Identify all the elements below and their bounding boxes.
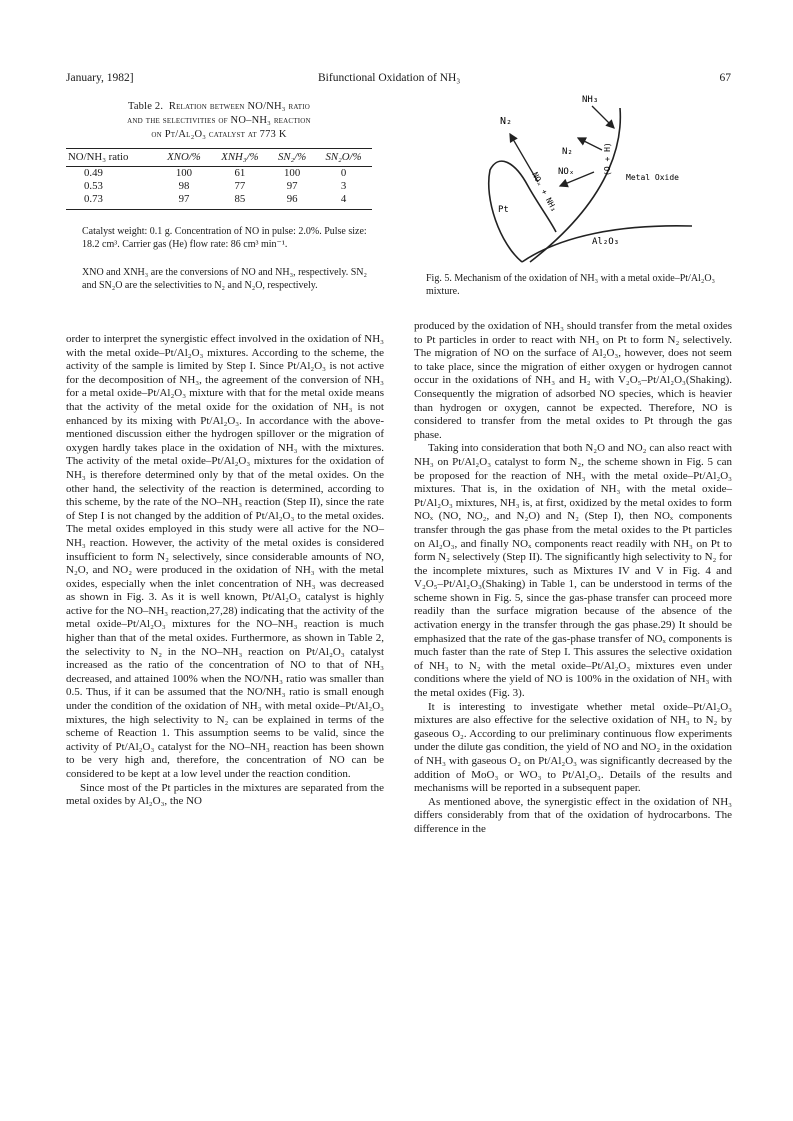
paragraph: It is interesting to investigate whether metal oxide–Pt/Al₂O₃ mixtures are also effective for the selective oxidation of NH₃ to N₂ by gaseous O₂. According to our preliminary continuous flow experiments under the dilute gas condition, the yield of NO and NO₂ in the oxidation of NH₃ with gaseous O₂ on Pt/Al₂O₃ was significantly decreased by the addition of MoO₃ or WO₃ to Pt/Al₂O₃. Details of the results and mechanisms will be reported in a subsequent paper. [414, 700, 732, 795]
table-caption-line3: on Pt/Al₂O₃ catalyst at 773 K [151, 129, 287, 140]
label-al2o3: Al₂O₃ [592, 237, 620, 247]
paragraph: As mentioned above, the synergistic effect in the oxidation of NH₃ differs considerably from that of the oxidation of hydrocarbons. The difference in the [414, 795, 732, 835]
mechanism-figure [470, 94, 710, 266]
body-column-left [66, 333, 384, 809]
label-nh3: NH₃ [582, 95, 599, 105]
arrow-n2-out [578, 138, 602, 150]
label-o-h: (O + H) [603, 142, 612, 176]
table-caption-text: Relation between NO/NH₃ ratio [168, 101, 311, 112]
table-caption [66, 100, 372, 142]
table-cell: 0.53 [84, 180, 103, 192]
table-cell: 100 [175, 167, 193, 179]
label-nox-nh3: NOₓ + NH₃ [530, 170, 559, 214]
paragraph: produced by the oxidation of NH₃ should transfer from the metal oxides to Pt particles in order to react with NH₃ on Pt to form N₂ selectively. The migration of NO on the surface of Al₂O₃, however, does not seem to take place, since the migration of either oxygen or hydrogen cannot occur in the oxidations of NH₃ and H₂ with V₂O₅–Pt/Al₂O₃(Shaking). Consequently the migration of adsorbed NO species, which is heavier than hydrogen or oxygen, cannot be expected. Therefore, NO is considered to transfer from the metal oxides to Pt through the gas phase. [414, 320, 732, 441]
table-header-cell: NO/NH₃ ratio [66, 149, 157, 167]
table-note-conditions: Catalyst weight: 0.1 g. Concentration of NO in pulse: 2.0%. Pulse size: 18.2 cm³. Carrier gas (He) flow rate: 86 cm³ min⁻¹. [82, 226, 367, 250]
figure-caption: Fig. 5. Mechanism of the oxidation of NH₃ with a metal oxide–Pt/Al₂O₃ mixture. [426, 273, 716, 297]
table-cell: 97 [157, 193, 210, 210]
label-pt: Pt [498, 205, 509, 215]
label-n2: N₂ [500, 116, 513, 127]
table-note-definitions: XNO and XNH₃ are the conversions of NO and NH₃, respectively. SN₂ and SN₂O are the selectivities to N₂ and N₂O, respectively. [82, 267, 368, 291]
arrow-nh3-in [592, 106, 614, 128]
table-cell: 0.73 [66, 193, 157, 210]
table-row [66, 193, 372, 210]
table-cell: 100 [284, 167, 301, 179]
body-column-right [414, 320, 732, 837]
table-row [66, 180, 372, 193]
table-cell: 3 [340, 180, 347, 192]
table-cell: 97 [286, 180, 298, 192]
table-cell: 85 [211, 193, 270, 210]
label-n2-mid: N₂ [562, 147, 573, 157]
table-header-row [66, 149, 372, 167]
page-number: 67 [719, 72, 731, 84]
table-header-cell: XNO/% [157, 149, 210, 167]
table-cell: 96 [269, 193, 315, 210]
label-metal-oxide: Metal Oxide [626, 173, 679, 182]
paragraph: order to interpret the synergistic effect involved in the oxidation of NH₃ with the metal oxide–Pt/Al₂O₃ mixtures. According to the scheme, the activity of the sample is limited by Step I. Since Pt/Al₂O₃ is not active for the decomposition of NH₃, the agreement of the conversion of NH₃ for a metal oxide–Pt/Al₂O₃ mixture with that for the metal oxide means that the activity of the metal oxide for the oxidation of NH₃ is not enhanced by its mixing with Pt/Al₂O₃. In accordance with the above-mentioned discussion either the hydrogen spillover or the migration of oxygen hardly takes place in the oxidation of NH₃ with the mixtures. The activity of the metal oxide–Pt/Al₂O₃ mixtures for the oxidation of NH₃ is therefore determined only by that of the metal oxides. On the other hand, the selectivity of the reaction is determined, according to this scheme, by the rate of the NO–NH₃ reaction (Step II), since the rate of Step I is not changed by the addition of Pt/Al₂O₃ to the metal oxides. The metal oxides employed in this study were all active for the NO–NH₃ reaction. However, the activity of the metal oxides is considered insufficient to form N₂ selectively, since considerable amounts of NO, N₂O, and NO₂ were produced in the oxidation of NH₃ with the metal oxides, especially when the inlet concentration of NH₃ was decreased as shown in Fig. 3. As it is well known, Pt/Al₂O₃ catalyst is highly active for the NO–NH₃ reaction,27,28) indicating that the activity of the metal oxide–Pt/Al₂O₃ mixtures for the NO–NH₃ reaction is much higher than that of the metal oxides. Furthermore, as shown in Table 2, the selectivity to N₂ in the NO–NH₃ reaction on Pt/Al₂O₃ catalyst increased as the ratio of the concentration of NO to that of NH₃ decreased, and attained 100% when the NO/NH₃ ratio was smaller than 0.5. Thus, if it can be assumed that the NO/NH₃ ratio is small enough under the condition of the oxidation of NH₃ with metal oxide–Pt/Al₂O₃ mixtures, the high selectivity to N₂ can be explained in terms of the scheme of Reaction 1. This assumption seems to be valid, since the activity of Pt/Al₂O₃ catalyst for the NO–NH₃ reaction has been shown to be very high and, therefore, the concentration of NO can be considered to be kept at a low level under the reaction condition. [66, 333, 384, 780]
table-caption-line2: and the selectivities of NO–NH₃ reaction [127, 115, 311, 126]
paragraph: Taking into consideration that both N₂O and NO₂ can also react with NH₃ on Pt/Al₂O₃ catalyst to form N₂, the scheme shown in Fig. 5 can be proposed for the reaction of NH₃ with the metal oxide–Pt/Al₂O₃ mixtures. That is, in the oxidation of NH₃ with the metal oxide–Pt/Al₂O₃ mixtures, NH₃ is, at first, oxidized by the metal oxides to form NOₓ (NO, NO₂, and N₂O) and N₂ (Step I), then NOₓ components transfer through the gas phase from the metal oxides to the Pt particles on Al₂O₃, and finally NOₓ components react readily with NH₃ on Pt to form N₂ selectively (Step II). The significantly high selectivity to N₂ for the incomplete mixtures, such as Mixtures IV and V in Fig. 4 and V₂O₅–Pt/Al₂O₃(Shaking) in Table 1, can be understood in terms of the scheme shown in Fig. 5, since the gas-phase transfer can proceed more readily than the surface migration because of the absence of the activation energy in the transfer through the gas phase.29) It should be emphasized that the rate of the gas-phase transfer of NOₓ components is much faster than the rate of Step I. This assures the selective oxidation of NH₃ to N₂ with the metal oxide–Pt/Al₂O₃ mixtures even under conditions where the yield of NO is 100% in the oxidation of NH₃ with the metal oxides (Fig. 3). [414, 442, 732, 700]
label-nox: NOₓ [558, 167, 575, 177]
running-header-date: January, 1982] [66, 72, 134, 84]
table-cell: 98 [178, 180, 190, 192]
table-row [66, 167, 372, 181]
table-caption-label: Table 2. [127, 101, 164, 112]
table-cell: 4 [315, 193, 372, 210]
table-header-cell: XNH₃/% [211, 149, 270, 167]
table-cell: 61 [234, 167, 246, 179]
table-cell: 77 [234, 180, 246, 192]
selectivity-table [66, 148, 372, 210]
paragraph: Since most of the Pt particles in the mixtures are separated from the metal oxides by Al₂O₃, the NO [66, 781, 384, 808]
table-cell: 0.49 [84, 167, 103, 179]
table-header-cell: SN₂O/% [315, 149, 372, 167]
table-cell: 0 [340, 167, 347, 179]
running-header-title: Bifunctional Oxidation of NH₃ [318, 72, 461, 84]
table-header-cell: SN₂/% [269, 149, 315, 167]
